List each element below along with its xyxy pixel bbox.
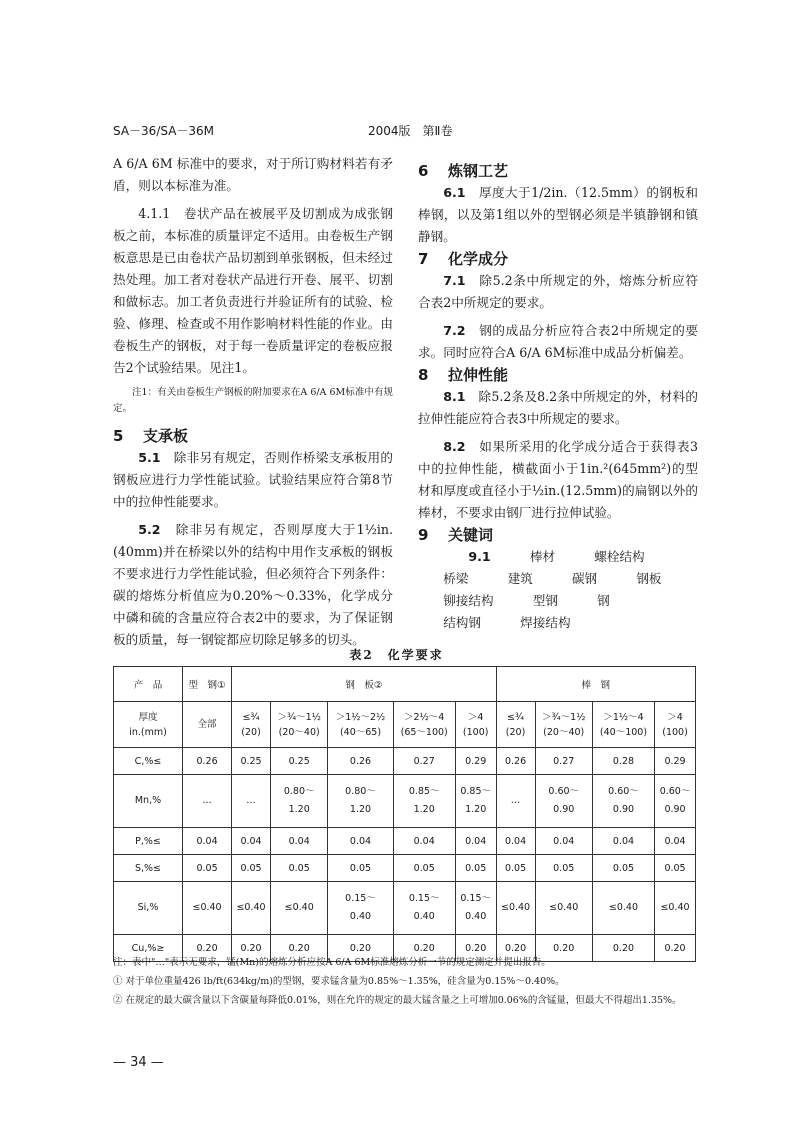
bar-value: 0.20 <box>655 935 696 962</box>
shape-value: … <box>183 775 232 828</box>
shape-value: 0.20 <box>183 935 232 962</box>
plate-value: 0.20 <box>270 935 327 962</box>
paragraph-4-1-1: 4.1.1 卷状产品在被展平及切割成为成张钢板之前，本标准的质量评定不适用。由卷板生产钢板意思是已由卷状产品切割到单张钢板，但未经过热处理。加工者对卷状产品进行开卷、展平、切割和做标志。加工者负责进行并验证所有的试验、检验、修理、检查或不用作影响材料性能的作业。由卷板生产的钢板，对于每一卷质量评定的卷板应报告2个试验结果。见注1。 <box>113 206 393 375</box>
plate-value: 0.05 <box>393 855 455 882</box>
bar-value: ≤0.40 <box>655 882 696 935</box>
table-note-general: 注：表中"…"表示无要求，锰(Mn)的熔炼分析应按A 6/A 6M标准熔炼分析一节的规定测定并提出报告。 <box>113 957 551 968</box>
running-header-left: SA－36/SA－36M <box>113 124 215 138</box>
table-body <box>114 748 696 962</box>
bar-value: ≤0.40 <box>535 882 592 935</box>
plate-value: 0.04 <box>328 828 393 855</box>
bar-range-4: ＞4 (100) <box>655 702 696 748</box>
table-row <box>114 855 696 882</box>
plate-range-2: ＞¾～1½ (20～40) <box>270 702 327 748</box>
bar-range-3: ＞1½～4 (40～100) <box>592 702 654 748</box>
paragraph-7-2: 7.2 钢的成品分析应符合表2中所规定的要求。同时应符合A 6/A 6M标准中成品分析偏差。 <box>418 323 698 360</box>
shape-value: 0.26 <box>183 748 232 775</box>
paragraph-continuation: A 6/A 6M 标准中的要求，对于所订购材料若有矛盾，则以本标准为准。 <box>113 156 393 193</box>
header-thickness: 厚度 in.(mm) <box>114 702 183 748</box>
plate-value: 0.05 <box>270 855 327 882</box>
plate-range-3: ＞1½～2½ (40～65) <box>328 702 393 748</box>
plate-value: 0.25 <box>270 748 327 775</box>
table-footnote-2: ② 在规定的最大碳含量以下含碳量每降低0.01%，则在允许的规定的最大锰含量之上可增加0.06%的含锰量，但最大不得超出1.35%。 <box>113 995 682 1006</box>
plate-value: 0.05 <box>455 855 496 882</box>
plate-value: ≤0.40 <box>232 882 271 935</box>
header-all: 全部 <box>183 702 232 748</box>
paragraph-9-1-keywords: 9.1 棒材 螺栓结构桥梁 建筑 碳钢 钢板铆接结构 型钢 钢结构钢 焊接结构 <box>443 549 662 630</box>
plate-value: 0.85～ 1.20 <box>393 775 455 828</box>
shape-value: 0.05 <box>183 855 232 882</box>
plate-value: 0.04 <box>232 828 271 855</box>
row-label: C,%≤ <box>114 748 183 775</box>
header-plates: 钢 板② <box>232 667 497 702</box>
paragraph-6-1: 6.1 厚度大于1/2in.（12.5mm）的钢板和棒钢，以及第1组以外的型钢必须是半镇静钢和镇静钢。 <box>418 185 699 244</box>
bar-value: 0.28 <box>592 748 654 775</box>
plate-value: 0.20 <box>232 935 271 962</box>
table-row <box>114 828 696 855</box>
bar-value: 0.04 <box>535 828 592 855</box>
paragraph-8-1: 8.1 除5.2条及8.2条中所规定的外，材料的拉伸性能应符合表3中所规定的要求。 <box>418 389 699 426</box>
plate-value: 0.80～ 1.20 <box>328 775 393 828</box>
bar-value: 0.04 <box>655 828 696 855</box>
table-notes <box>113 953 696 1010</box>
plate-value: 0.15～ 0.40 <box>328 882 393 935</box>
plate-range-1: ≤¾ (20) <box>232 702 271 748</box>
plate-value: 0.20 <box>455 935 496 962</box>
row-label: Si,% <box>114 882 183 935</box>
paragraph-7-1: 7.1 除5.2条中所规定的外，熔炼分析应符合表2中所规定的要求。 <box>418 273 699 310</box>
bar-value: 0.20 <box>592 935 654 962</box>
bar-value: … <box>496 775 535 828</box>
paragraph-5-2: 5.2 除非另有规定，否则厚度大于1½in.(40mm)并在桥梁以外的结构中用作支承板的钢板不要求进行力学性能试验，但必须符合下列条件：碳的熔炼分析值应为0.20%～0.33%，化学成分中磷和硫的含量应符合表2中的要求，为了保证钢板的质量，每一钢锭都应切除足够多的切头。 <box>113 522 394 647</box>
row-label: Mn,% <box>114 775 183 828</box>
running-header-center: 2004版 第Ⅱ卷 <box>368 124 453 138</box>
plate-value: 0.15～ 0.40 <box>393 882 455 935</box>
plate-value: 0.05 <box>328 855 393 882</box>
table-row <box>114 775 696 828</box>
shape-value: ≤0.40 <box>183 882 232 935</box>
bar-value: 0.60～ 0.90 <box>592 775 654 828</box>
chemical-requirements-table <box>113 666 696 962</box>
table-thickness-row <box>114 702 696 748</box>
bar-value: 0.20 <box>496 935 535 962</box>
plate-value: 0.27 <box>393 748 455 775</box>
bar-value: 0.04 <box>592 828 654 855</box>
bar-value: 0.05 <box>535 855 592 882</box>
bar-range-2: ＞¾～1½ (20～40) <box>535 702 592 748</box>
plate-value: 0.05 <box>232 855 271 882</box>
plate-value: … <box>232 775 271 828</box>
bar-value: 0.20 <box>535 935 592 962</box>
table-header-row <box>114 667 696 702</box>
plate-value: 0.25 <box>232 748 271 775</box>
plate-value: 0.15～ 0.40 <box>455 882 496 935</box>
plate-value: 0.80～ 1.20 <box>270 775 327 828</box>
plate-value: 0.20 <box>328 935 393 962</box>
row-label: S,%≤ <box>114 855 183 882</box>
right-column <box>418 160 698 634</box>
bar-value: 0.60～ 0.90 <box>655 775 696 828</box>
bar-value: 0.27 <box>535 748 592 775</box>
bar-value: 0.05 <box>592 855 654 882</box>
plate-value: 0.85～ 1.20 <box>455 775 496 828</box>
left-column <box>113 153 393 651</box>
bar-value: ≤0.40 <box>496 882 535 935</box>
plate-value: 0.29 <box>455 748 496 775</box>
table-row <box>114 748 696 775</box>
plate-value: 0.04 <box>393 828 455 855</box>
plate-range-4: ＞2½～4 (65～100) <box>393 702 455 748</box>
section-7-heading: 7 化学成分 <box>418 250 509 268</box>
page-number: — 34 — <box>113 1055 164 1070</box>
header-shapes: 型 钢① <box>183 667 232 702</box>
table-2-caption: 表2 化学要求 <box>349 648 444 662</box>
row-label: P,%≤ <box>114 828 183 855</box>
row-label: Cu,%≥ <box>114 935 183 962</box>
plate-value: ≤0.40 <box>270 882 327 935</box>
bar-value: 0.05 <box>655 855 696 882</box>
paragraph-5-1: 5.1 除非另有规定，否则作桥梁支承板用的钢板应进行力学性能试验。试验结果应符合第8节中的拉伸性能要求。 <box>113 450 394 509</box>
section-8-heading: 8 拉伸性能 <box>418 366 509 384</box>
note-1: 注1：有关由卷板生产钢板的附加要求在A 6/A 6M标准中有规定。 <box>113 387 393 414</box>
bar-value: 0.05 <box>496 855 535 882</box>
paragraph-8-2: 8.2 如果所采用的化学成分适合于获得表3中的拉伸性能，横截面小于1in.²(645mm²)的型材和厚度或直径小于½in.(12.5mm)的扁钢以外的棒材，不要求由钢厂进行拉伸试验。 <box>418 439 698 520</box>
plate-value: 0.04 <box>455 828 496 855</box>
plate-range-5: ＞4 (100) <box>455 702 496 748</box>
table-footnote-1: ① 对于单位重量426 lb/ft(634kg/m)的型钢，要求锰含量为0.85%～1.35%，硅含量为0.15%～0.40%。 <box>113 976 565 987</box>
bar-value: 0.60～ 0.90 <box>535 775 592 828</box>
header-product: 产 品 <box>114 667 183 702</box>
plate-value: 0.04 <box>270 828 327 855</box>
bar-value: 0.04 <box>496 828 535 855</box>
plate-value: 0.26 <box>328 748 393 775</box>
bar-range-1: ≤¾ (20) <box>496 702 535 748</box>
section-6-heading: 6 炼钢工艺 <box>418 162 509 180</box>
bar-value: 0.26 <box>496 748 535 775</box>
section-9-heading: 9 关键词 <box>418 526 494 544</box>
shape-value: 0.04 <box>183 828 232 855</box>
bar-value: ≤0.40 <box>592 882 654 935</box>
table-row <box>114 882 696 935</box>
plate-value: 0.20 <box>393 935 455 962</box>
bar-value: 0.29 <box>655 748 696 775</box>
section-5-heading: 5 支承板 <box>113 427 189 445</box>
header-bars: 棒 钢 <box>496 667 695 702</box>
